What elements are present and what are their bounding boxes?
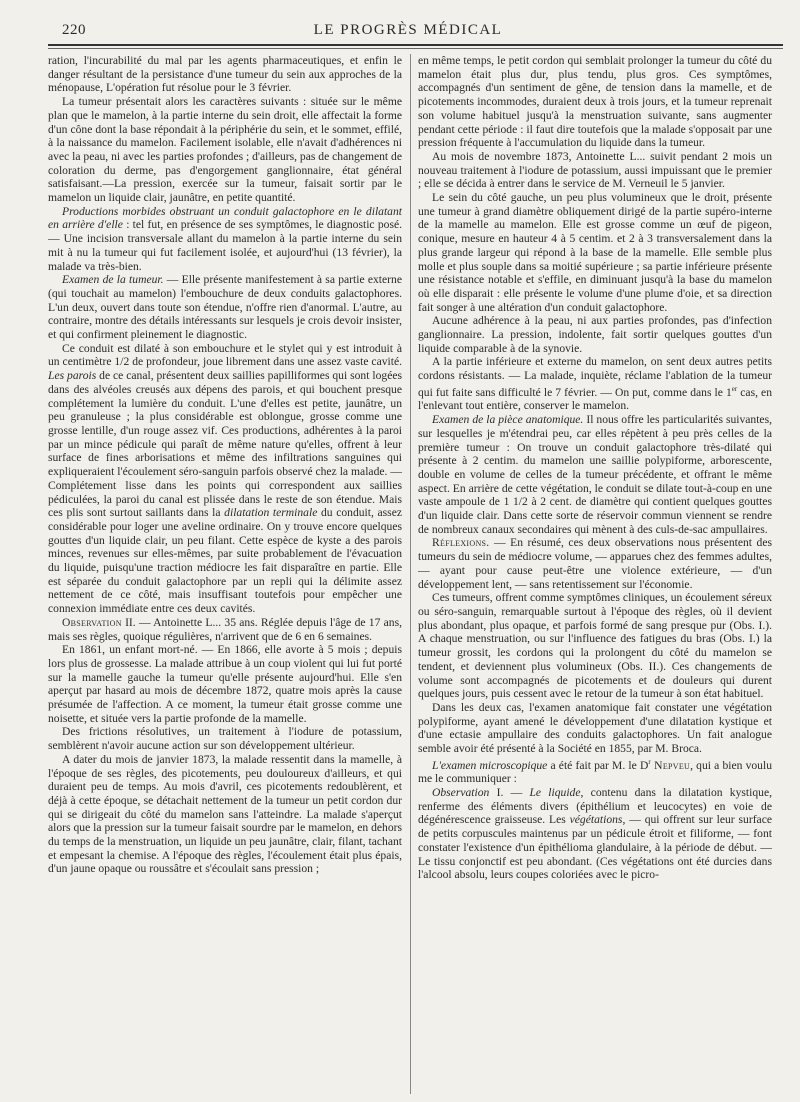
page-header (48, 18, 768, 44)
header-rule (48, 44, 783, 46)
paragraph: Le sein du côté gauche, un peu plus volumineux que le droit, présente une tumeur à grand diamètre obliquement dirigé de la partie supéro-interne de la mamelle au mamelon. Elle est grosse comme un œuf de pigeon, conique, mesure en hauteur 4 à 5 centim. et 2 à 3 transversalement dans la plus grande largeur qui répond à la base de la mamelle. Elle semble plus molle et plus souple dans sa moitié supérieure ; sa partie inférieure présente une résistance notable et s'effile, en diminuant jusqu'à la base du mamelon où elle disparait : elle présente le volume d'une plume d'oie, et sa direction fait songer à une altération d'un conduit galactophore. (418, 191, 772, 314)
section-heading: Examen de la tumeur. (62, 273, 164, 287)
paragraph-text: a été fait par M. le D (547, 758, 649, 772)
paragraph (418, 355, 772, 413)
right-column (418, 54, 772, 882)
paragraph: Ces tumeurs, offrent comme symptômes cliniques, un écoulement séreux ou séro-sanguin, remarquable surtout à l'époque des règles, où il devient plus abondant, plus opaque, et parfois formé de sang presque pur (Obs. I.). A chaque menstruation, ou sur l'influence des fatigues du bras (Obs. I.) la tumeur grossit, les cordons qui la prolongent du côté du mamelon se tendent, et deviennent plus volumineux (Obs. II.). Ces changements de volume sont accompagnés de picotements et de douleurs qui durent quelques jours, puis cessent avec le retour de la tumeur à son état habituel. (418, 591, 772, 701)
paragraph (418, 413, 772, 536)
section-heading: Examen de la pièce anatomique. (432, 413, 584, 427)
paragraph (48, 273, 402, 342)
paragraph: Des frictions résolutives, un traitement à l'iodure de potassium, semblèrent n'avoir aucune action sur son développement ultérieur. (48, 725, 402, 753)
paragraph: Dans les deux cas, l'examen anatomique fait constater une végétation polypiforme, ayant amené le développement d'une dilatation kystique et d'une ectasie ampullaire des conduits galactophores. Un fait analogue semble avoir été présenté à la Société en 1855, par M. Broca. (418, 700, 772, 756)
paragraph (418, 786, 772, 882)
journal-title: LE PROGRÈS MÉDICAL (313, 22, 503, 38)
paragraph: Aucune adhérence à la peau, ni aux parties profondes, pas d'infection ganglionnaire. La pression, indolente, fait sortir quelques gouttes d'un liquide comparable à de la synovie. (418, 314, 772, 355)
paragraph: En 1861, un enfant mort-né. — En 1866, elle avorte à 5 mois ; depuis lors plus de grossesse. La malade attribue à un coup violent qui lui fut porté sur la mamelle gauche la tumeur qu'elle présente aujourd'hui. Elle s'en aperçut par hasard au mois de décembre 1872, quatre mois après la cause présumée de l'affection. A ce moment, la tumeur était grosse comme une noisette, et située vers la partie profonde de la mamelle. (48, 643, 402, 725)
left-column (48, 54, 402, 876)
paragraph-text: de ce canal, présentent deux saillies papilliformes qui sont logées dans des alvéoles creusés aux dépens des parois, et qui bouchent presque complétement la lumière du conduit. L'une d'elles est petite, jaunâtre, un peu granuleuse ; la plus considérable est oblongue, grosse comme une grosse lentille, d'un rouge assez vif. Ces productions, adhérentes à la paroi par un mince pédicule qui paraît de même nature qu'elles, offrent à leur surface de fines arborisations et même des infiltrations sanguines qui expliqueraient l'écoulement séro-sanguin parfois observé chez la malade. — Complétement lisse dans les points qui correspondent aux saillies pédiculées, la paroi du canal est plissée dans le reste de son étendue. Mais ces plis sont surtout saillants dans la (48, 369, 402, 520)
italic-phrase: L'examen microscopique (432, 758, 548, 772)
paragraph (48, 616, 402, 643)
paragraph (418, 756, 772, 786)
paragraph-text: I. — (489, 785, 530, 799)
paragraph: en même temps, le petit cordon qui semblait prolonger la tumeur du côté du mamelon était plus dur, plus tendu, plus gros. Ces symptômes, accompagnés d'un sentiment de gêne, de tension dans la mamelle, et de picotements incommodes, duraient deux à trois jours, et la tumeur reprenait son volume habituel jusqu'à la menstruation suivante, sans augmenter pendant cette période : il faut dire toutefois que la malade s'opposait par une pression fréquente à l'accumulation du liquide dans la tumeur. (418, 54, 772, 150)
italic-phrase: Observation (432, 785, 490, 799)
paragraph-text: A la partie inférieure et externe du mamelon, on sent deux autres petits cordons résistants. — La malade, inquiète, réclame l'ablation de la tumeur qui fut faite sans difficulté le 7 février. — On put, comme dans le 1 (418, 355, 772, 399)
paragraph-text: II. — Antoinette L... 35 ans. Réglée depuis l'âge de 17 ans, mais ses règles, quoique régulières, n'arrivent que de 6 en 6 semaines. (48, 615, 402, 643)
page-number: 220 (62, 22, 86, 38)
paragraph-text: — Elle présente manifestement à sa partie externe (qui touchait au mamelon) l'embouchure de deux conduits galactophores. L'un deux, ouvert dans toute son étendue, n'offre rien d'anormal. L'autre, au contraire, montre des détails intéressants sur lesquels je crois devoir insister, et qui confirment pleinement le diagnostic. (48, 273, 402, 342)
italic-phrase: Les parois (48, 369, 97, 383)
paragraph-text: , contenu dans la dilatation kystique, renferme des éléments divers (épithélium et leucocytes) en voie de dégénérescence graisseuse. Les (418, 785, 772, 827)
observation-heading: Observation (62, 615, 122, 629)
paragraph-text: — En résumé, ces deux observations nous présentent des tumeurs du sein de médiocre volume, — apparues chez des femmes adultes, — ayant pour cause peut-être une violence extérieure, — d'un développement lent, — sans retentissement sur l'économie. (418, 536, 772, 591)
header-rule-thin (48, 48, 783, 49)
reflexions-heading: Réflexions. (432, 536, 490, 550)
italic-phrase: Le liquide (529, 785, 581, 799)
paragraph: ration, l'incurabilité du mal par les agents pharmaceutiques, et enfin le danger résultant de la persistance d'une tumeur du sein aux approches de la ménopause, L'opération fut résolue pour le 3 février. (48, 54, 402, 95)
author-name: Nepveu (650, 758, 691, 772)
italic-phrase: dilatation terminale (224, 506, 318, 520)
paragraph-text: du conduit, assez considérable pour loger une aveline ordinaire. On y trouve encore quelques gouttes d'un liquide clair, un peu filant. Cette espèce de kyste a des parois minces, revenues sur elles-mêmes, par suite probablement de l'évacuation du liquide, puisqu'une traction médiocre les fait disparaître en partie. Elle est séparée du conduit galactophore par un repli qui la délimite assez nettement de ce côté, mais insuffisant toutefois pour empêcher une connexion immédiate entre ces deux cavités. (48, 506, 402, 616)
italic-phrase: Productions morbides obstruant un conduit galactophore en le dilatant en arrière d'elle (48, 204, 402, 232)
superscript: er (731, 384, 738, 393)
paragraph-text: : tel fut, en présence de ses symptômes, le diagnostic posé. — Une incision transversale allant du mamelon à la partie interne du sein mit à nu la tumeur qui fut facilement isolée, et aujourd'hui (13 février), la malade va très-bien. (48, 218, 402, 273)
paragraph-text: cas, en l'enlevant tout entière, conserver le mamelon. (418, 385, 772, 413)
paragraph-text: , qui a bien voulu me le communiquer : (418, 758, 772, 786)
paragraph: La tumeur présentait alors les caractères suivants : située sur le même plan que le mamelon, à la partie interne du sein droit, elle affectait la forme d'un cône dont la base répondait à la périphérie du sein, et le sommet, effilé, à la naissance du mamelon. Facilement isolable, elle n'avait d'adhérences ni avec la peau, ni avec les parties profondes ; d'ailleurs, pas de changement de coloration du derme, pas d'engorgement ganglionnaire, état général satisfaisant.—La pression, exercée sur la tumeur, faisait sortir par le mamelon un liquide clair, jaunâtre, en petite quantité. (48, 95, 402, 205)
paragraph-text: Ce conduit est dilaté à son embouchure et le stylet qui y est introduit à un centimètre 1/2 de profondeur, joue librement dans une assez vaste cavité. (48, 341, 402, 369)
paragraph-text: , — qui offrent sur leur surface de petits corpuscules maintenus par un pédicule étroit et filiforme, — font constater l'existence d'un épithélioma glandulaire, à la période de début. — Le tissu conjonctif est peu abondant. (Ces végétations ont été durcies dans l'alcool absolu, leurs coupes coloriées avec le picro- (418, 813, 772, 882)
paragraph (48, 205, 402, 274)
paragraph: A dater du mois de janvier 1873, la malade ressentit dans la mamelle, à l'époque de ses règles, des picotements, peu douloureux d'ailleurs, et qui duraient peu de temps. Au mois d'avril, ces picotements redoublèrent, et déjà à cette époque, se détachait nettement de la tumeur un petit cordon dur qui se dirigeait du côté du mamelon sans l'atteindre. La malade s'aperçut alors que la pression sur la tumeur faisait sourdre par le mamelon, en dehors du temps de la menstruation, un liquide un peu jaunâtre, clair, filant, tachant et empesant la chemise. A l'époque des règles, l'écoulement était plus épais, d'un jaune opaque ou roussâtre et s'écoulait sans pression ; (48, 752, 402, 876)
paragraph-text: Il nous offre les particularités suivantes, sur lesquelles je m'étendrai peu, car elles répètent à peu près celles de la première tumeur : On trouve un conduit galactophore très-dilaté qui présente à 2 centim. du mamelon une saillie polypiforme, arborescente, double en volume de celles de la tumeur précédente, et offrant le même aspect. En arrière de cette végétation, le conduit se dilate tout-à-coup en une vaste ampoule de 1 1/2 à 2 cent. de diamètre qui contient quelques gouttes d'un liquide clair. Dans cette sorte de réservoir commun viennent se rendre de nombreux canaux secondaires qui mènent à des culs-de-sac ampullaires. (418, 413, 772, 536)
italic-phrase: végétations (569, 813, 623, 827)
paragraph (48, 342, 402, 616)
paragraph (418, 536, 772, 591)
superscript: r (648, 757, 651, 766)
paragraph: Au mois de novembre 1873, Antoinette L... suivit pendant 2 mois un nouveau traitement à l'iodure de potassium, aussi impuissant que le premier ; elle se décida à entrer dans le service de M. Verneuil le 5 janvier. (418, 149, 772, 191)
column-divider (410, 54, 411, 1094)
